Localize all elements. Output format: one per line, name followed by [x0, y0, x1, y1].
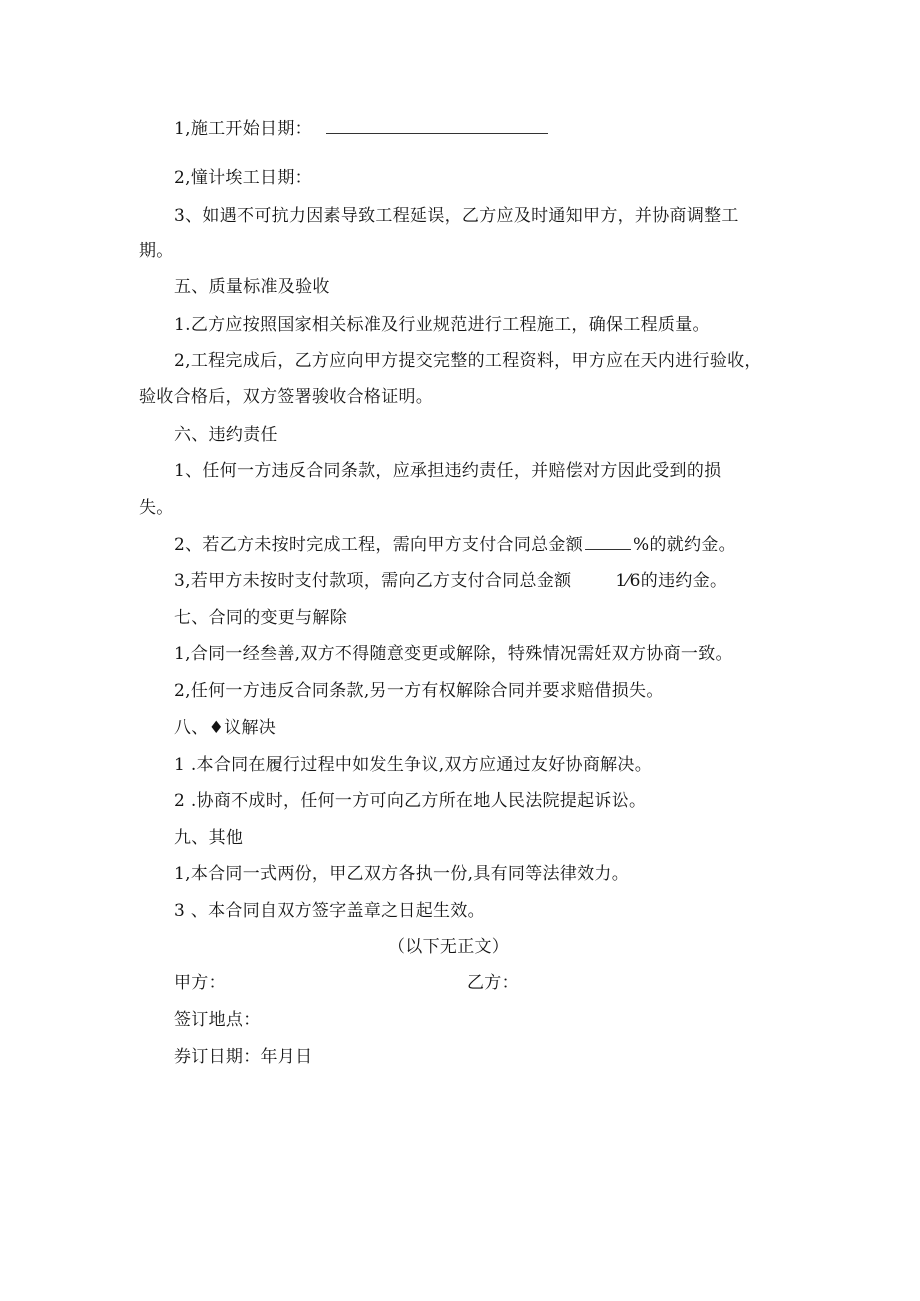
section8-item2: 2 .协商不成时，任何一方可向乙方所在地人民法院提起诉讼。	[174, 791, 647, 811]
section6-item3	[174, 570, 727, 592]
section6-item2-suffix: %的就约金。	[633, 535, 736, 555]
section7-title: 七、合同的变更与解除	[174, 608, 347, 628]
start-date-label: 1,施工开始日期：	[174, 119, 312, 139]
no-more-text: （以下无正文）	[388, 937, 510, 957]
section6-item3-text: 3,若甲方未按时支付款项，需向乙方支付合同总金额	[174, 571, 572, 591]
force-majeure-clause: 3、如遇不可抗力因素导致工程延误，乙方应及时通知甲方，并协商调整工	[174, 206, 739, 226]
section8-item1: 1 .本合同在履行过程中如发生争议,双方应通过友好协商解决。	[174, 755, 653, 775]
section7-item1: 1,合同一经叁善,双方不得随意变更或解除，特殊情况需妊双方协商一致。	[174, 644, 733, 664]
force-majeure-clause-cont: 期。	[139, 241, 174, 261]
section6-item1-cont: 失。	[139, 498, 174, 518]
party-a-label: 甲方：	[174, 973, 226, 993]
section6-title: 六、违约责任	[174, 425, 278, 445]
start-date-blank	[326, 119, 548, 134]
section5-title: 五、质量标准及验收	[174, 277, 330, 297]
section5-item2-cont: 验收合格后，双方签署骏收合格证明。	[139, 387, 434, 407]
party-b-label: 乙方：	[467, 973, 519, 993]
section5-item1: 1.乙方应按照国家相关标准及行业规范进行工程施工，确保工程质量。	[174, 315, 710, 335]
section6-item2-text: 2、若乙方未按时完成工程，需向甲方支付合同总金额	[174, 535, 584, 555]
section9-title: 九、其他	[174, 828, 244, 848]
end-date-line: 2,憧计埃工日期：	[174, 168, 312, 188]
penalty-percent-blank	[585, 535, 631, 550]
sign-place-label: 签订地点：	[174, 1010, 261, 1030]
section6-item3-suffix: 1⁄6的违约金。	[615, 571, 728, 591]
section5-item2: 2,工程完成后，乙方应向甲方提交完整的工程资料，甲方应在天内进行验收，	[174, 351, 762, 371]
sign-date-label: 券订日期：年月日	[174, 1047, 313, 1067]
section8-title: 八、♦议解决	[174, 718, 277, 738]
section6-item1: 1、任何一方违反合同条款，应承担违约责任，并赔偿对方因此受到的损	[174, 461, 722, 481]
section6-item2	[174, 534, 736, 556]
section7-item2: 2,任何一方违反合同条款,另一方有权解除合同并要求赔借损失。	[174, 681, 664, 701]
section9-item1: 1,本合同一式两份，甲乙双方各执一份,具有同等法律效力。	[174, 864, 630, 884]
start-date-line	[174, 118, 548, 140]
section9-item3: 3 、本合同自双方签字盖章之日起生效。	[174, 901, 485, 921]
